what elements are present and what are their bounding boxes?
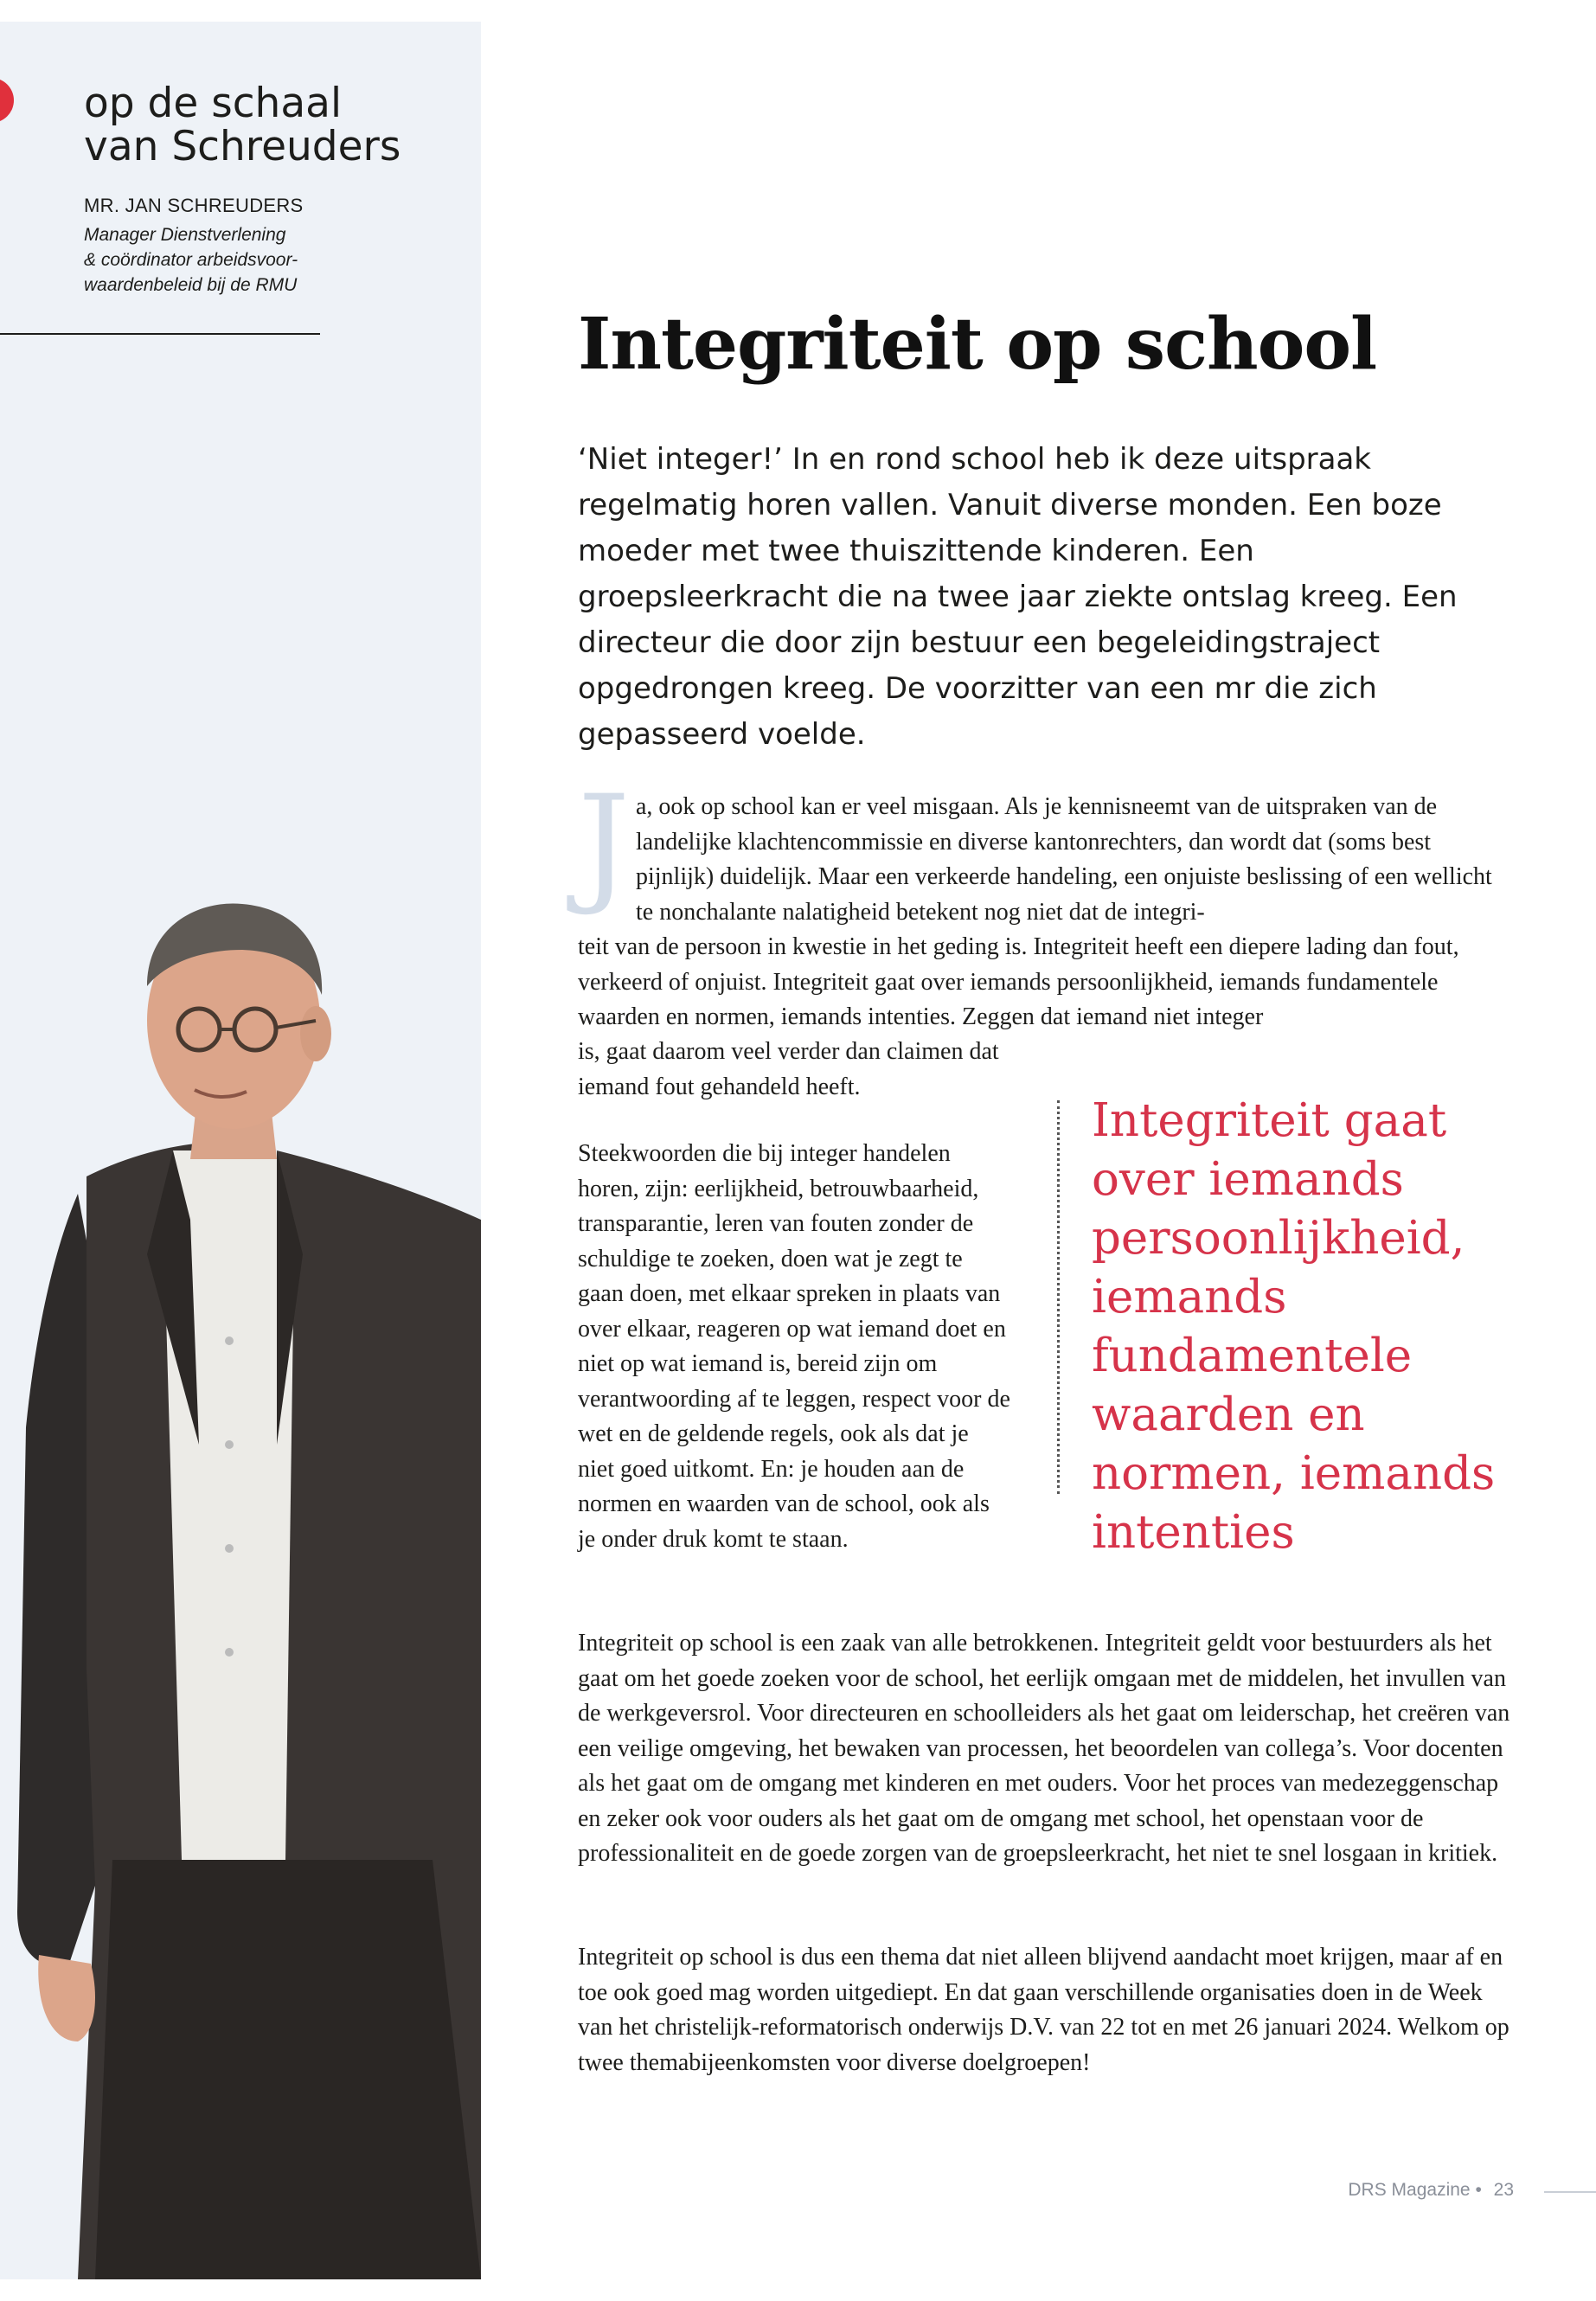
footer-separator: • xyxy=(1475,2180,1482,2200)
footer-divider xyxy=(1544,2191,1596,2193)
article-headline: Integriteit op school xyxy=(578,303,1377,386)
footer-magazine-name: DRS Magazine xyxy=(1348,2180,1471,2200)
author-photo xyxy=(17,891,481,2279)
page-number: 23 xyxy=(1493,2180,1514,2200)
paragraph-2: Steekwoorden die bij integer handelen horen, zijn: eerlijkheid, betrouwbaarheid, transparantie, leren van fouten zonder de schuldige te zoeken, doen wat je zegt te gaan doen, met elkaar spreken in plaats van over elkaar, reageren op wat iemand doet en niet op wat iemand is, bereid zijn om verantwoording af te leggen, respect voor de wet en de geldende regels, ook als dat je niet goed uitkomt. En: je houden aan de normen en waarden van de school, ook als je onder druk komt te staan. xyxy=(578,1140,1010,1553)
paragraph-4: Integriteit op school is dus een thema dat niet alleen blijvend aandacht moet krijgen, maar af en toe ook goed mag worden uitgediept. En dat gaan verschillende organisaties doen in de Week van het christelijk-reformatorisch onderwijs D.V. van 22 tot en met 26 januari 2024. Welkom op twee themabijeenkomsten voor diverse doelgroepen! xyxy=(578,1944,1509,2076)
column-title-line1: op de schaal xyxy=(84,80,342,127)
column-title xyxy=(84,82,465,169)
paragraph-1-part-2: teit van de persoon in kwestie in het geding is. Integriteit heeft een diepere lading dan fout, verkeerd of onjuist. Integriteit gaat over iemands persoonlijkheid, iemands fundamentele waarden en normen, iemands intenties. Zeggen dat iemand niet integer xyxy=(578,933,1459,1030)
author-divider xyxy=(0,333,320,335)
column-title-line2: van Schreuders xyxy=(84,123,401,170)
pull-quote-divider xyxy=(1057,1100,1060,1494)
drop-cap: J xyxy=(578,768,631,919)
page-footer xyxy=(1341,2180,1514,2201)
pull-quote: Integriteit gaat over iemands persoonlijkheid, iemands fundamentele waarden en normen, iemands intenties xyxy=(1092,1094,1496,1559)
paragraph-1-part-3: is, gaat daarom veel verder dan claimen dat iemand fout gehandeld heeft. xyxy=(578,1038,999,1100)
paragraph-3: Integriteit op school is een zaak van alle betrokkenen. Integriteit geldt voor bestuurders als het gaat om het goede zoeken voor de school, het eerlijk omgaan met de middelen, het invullen van de werkgeversrol. Voor directeuren en schoolleiders als het gaat om leiderschap, het creëren van een veilige omgeving, het bewaken van processen, het beoordelen van collega’s. Voor docenten als het gaat om de omgang met kinderen en met ouders. Voor het proces van medezeggenschap en zeker ook voor ouders als het gaat om de omgang met school, het openstaan voor de professionaliteit en de goede zorgen van de groepsleerkracht, het niet te snel losgaan in kritiek. xyxy=(578,1630,1510,1867)
author-name: MR. JAN SCHREUDERS xyxy=(84,195,304,216)
paragraph-1-part-1: a, ook op school kan er veel misgaan. Als je kennisneemt van de uitspraken van de landelijke klachtencommissie en diverse kantonrechters, dan wordt dat (soms best pijnlijk) duidelijk. Maar een verkeerde handeling, een onjuiste beslissing of een wellicht te nonchalante nalatigheid betekent nog niet dat de integri- xyxy=(636,793,1492,926)
author-role: Manager Dienstverlening & coördinator arbeidsvoor- waardenbeleid bij de RMU xyxy=(84,225,298,295)
article-lead: ‘Niet integer!’ In en rond school heb ik deze uitspraak regelmatig horen vallen. Vanuit diverse monden. Een boze moeder met twee thuiszittende kinderen. Een groepsleerkracht die na twee jaar ziekte ontslag kreeg. Een directeur die door zijn bestuur een begeleidingstraject opgedrongen kreeg. De voorzitter van een mr die zich gepasseerd voelde. xyxy=(578,442,1458,752)
